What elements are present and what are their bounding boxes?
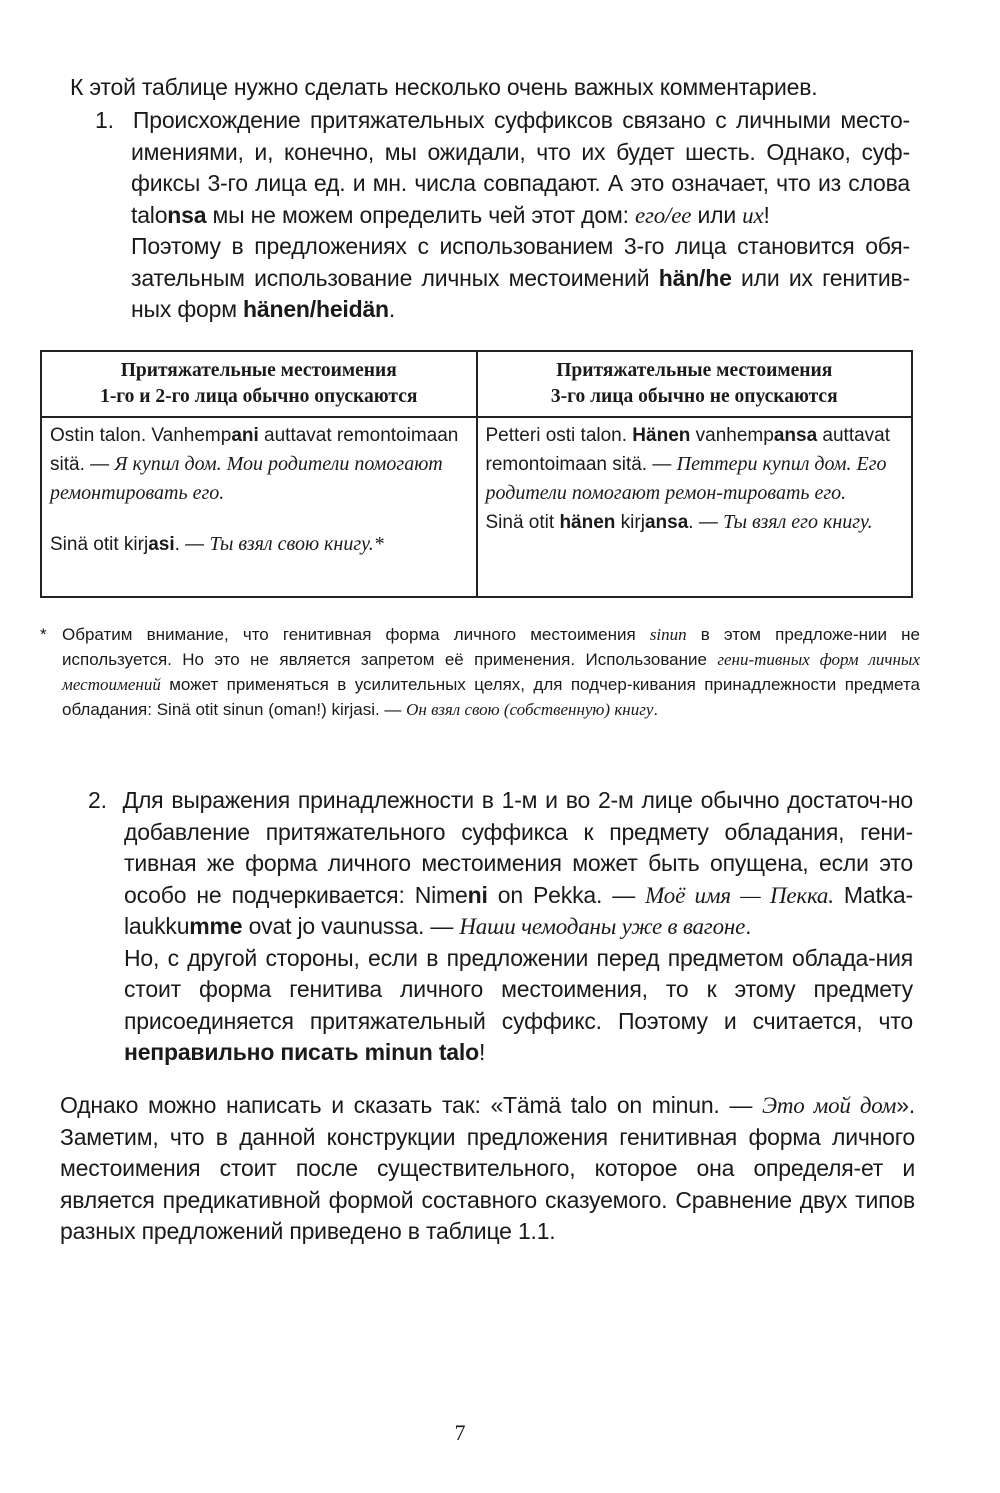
suffix-mme: mme <box>189 913 243 939</box>
emph-ego-ee: его/ее <box>634 202 692 228</box>
item-2-d: Matka-laukku <box>124 881 913 939</box>
r2-translation: Ты взял его книгу. <box>723 511 873 533</box>
header-right-line-1: Притяжательные местоимения <box>556 360 833 381</box>
r2-a: Sinä otit <box>485 512 560 533</box>
table-header-left <box>41 351 477 417</box>
bold-wrong-form: неправильно писать minun talo <box>124 1039 479 1065</box>
fn-sinun: sinun <box>649 625 687 644</box>
item-2-translation-1: Моё имя — Пекка. <box>645 882 834 908</box>
r1-e: auttavat remontoimaan sitä. — <box>485 425 891 475</box>
footnote <box>40 622 920 722</box>
item-2-paragraph-2 <box>124 943 913 1069</box>
final-paragraph <box>60 1090 915 1248</box>
emph-ih: их <box>742 202 764 228</box>
item-1-number: 1. <box>95 107 114 133</box>
item-1-paragraph-2 <box>131 231 910 326</box>
item-2-c: on Pekka. — <box>487 881 646 908</box>
fn-a: Обратим внимание, что генитивная форма личного местоимения <box>62 625 650 644</box>
r2-c: kirj <box>615 512 645 533</box>
r1-translation: Петтери купил дом. Его родители помогают ремон-тировать его. <box>485 453 887 504</box>
fn-translation: Он взял свою (собственную) книгу <box>406 700 654 719</box>
item-2-number: 2. <box>88 787 107 813</box>
l2-translation: Ты взял свою книгу.* <box>209 533 384 555</box>
item-2-translation-2: Наши чемоданы уже в вагоне <box>459 914 746 939</box>
l2-suffix: asi <box>148 534 175 555</box>
comment-item-1 <box>95 105 910 326</box>
r2-suffix: ansa <box>644 512 689 533</box>
l1-suffix: ani <box>231 425 259 446</box>
r1-c: vanhemp <box>690 425 774 446</box>
fn-b: в этом предложе-нии не используется. Но это не является запретом её применения. Использование <box>62 625 921 669</box>
final-a: Однако можно написать и сказать так: «Tämä talo on minun. — <box>60 1092 762 1118</box>
item-1-text-d: ! <box>763 201 770 228</box>
l2-a: Sinä otit kirj <box>50 534 149 555</box>
item-1-text-b: мы не можем определить чей этот дом: <box>206 201 635 228</box>
item-1-p2-text-c: . <box>388 296 396 322</box>
item-1-p2-text-a: Поэтому в предложениях с использованием 3-го лица становится обя-зательным использование личных местоимений <box>131 233 910 291</box>
r1-a: Petteri osti talon. <box>485 425 633 446</box>
item-1-p2-text-b: или их генитив-ных форм <box>131 264 910 322</box>
l1-a: Ostin talon. Vanhemp <box>50 425 232 446</box>
item-2-a: Для выражения принадлежности в 1-м и во 2-м лице обычно достаточ-но добавление притяжательного суффикса к предмету обладания, гени-тивная же форма личного местоимения может быть опущена, если это особо не подчеркивается: Nime <box>122 787 913 908</box>
table-cell-right <box>477 417 913 597</box>
r2-hanen: hänen <box>559 512 616 533</box>
item-2-p2-end: ! <box>478 1039 486 1065</box>
l1-c: auttavat remontoimaan sitä. — <box>50 425 459 475</box>
fn-d: . <box>653 700 659 719</box>
item-1-text-a: Происхождение притяжательных суффиксов связано с личными место-имениями, и, конечно, мы ожидали, что их будет шесть. Однако, суф-фиксы 3-го лица ед. и мн. числа совпадают. А это означает, что из слова <box>131 107 910 196</box>
l2-c: . — <box>174 534 210 555</box>
suffix-ni: ni <box>467 881 488 908</box>
fn-emph: гени-тивных форм личных местоимений <box>62 650 920 694</box>
r1-suffix: ansa <box>773 425 818 446</box>
table-header-right <box>477 351 913 417</box>
left-example-2 <box>50 530 468 559</box>
page-number: 7 <box>454 1420 466 1445</box>
item-1-text-c: или <box>691 201 743 228</box>
bold-hanen-heidan: hänen/heidän <box>243 296 389 322</box>
bold-han-he: hän/he <box>658 264 732 291</box>
fn-c: может применяться в усилительных целях, для подчер-кивания принадлежности предмета обладания: Sinä otit sinun (oman!) kirjasi. — <box>62 675 920 719</box>
possessive-table <box>40 350 913 598</box>
item-2-f: ovat jo vaunussa. — <box>242 913 460 939</box>
suffix-nsa: nsa <box>167 201 207 228</box>
item-2-g: . <box>745 913 752 939</box>
r1-hanen: Hänen <box>632 425 691 446</box>
final-b: ». Заметим, что в данной конструкции предложения генитивная форма личного местоимения стоит после существительного, которое она определя-ет и является предикативной формой составного сказуемого. Сравнение двух типов разных предложений приведено в таблице 1.1. <box>60 1092 915 1244</box>
right-example-2 <box>486 508 904 537</box>
table-cell-left <box>41 417 477 597</box>
word-talo: talo <box>131 201 168 228</box>
r2-e: . — <box>688 512 724 533</box>
intro-paragraph: К этой таблице нужно сделать несколько очень важных комментариев. <box>70 74 818 100</box>
right-example-1 <box>486 422 904 508</box>
left-example-1 <box>50 422 468 508</box>
footnote-text <box>40 622 920 722</box>
footnote-asterisk: * <box>40 625 47 644</box>
final-translation: Это мой дом <box>761 1093 897 1118</box>
comment-item-2 <box>58 785 913 1069</box>
item-2-p2-text: Но, с другой стороны, если в предложении перед предметом облада-ния стоит форма генитива личного местоимения, то к этому предмету присоединяется притяжательный суффикс. Поэтому и считается, что <box>124 944 913 1034</box>
header-left-line-1: Притяжательные местоимения <box>120 360 397 381</box>
l1-translation: Я купил дом. Мои родители помогают ремонтировать его. <box>50 453 443 504</box>
header-right-line-2: 3-го лица обычно не опускаются <box>550 386 838 407</box>
header-left-line-2: 1-го и 2-го лица обычно опускаются <box>100 386 418 407</box>
